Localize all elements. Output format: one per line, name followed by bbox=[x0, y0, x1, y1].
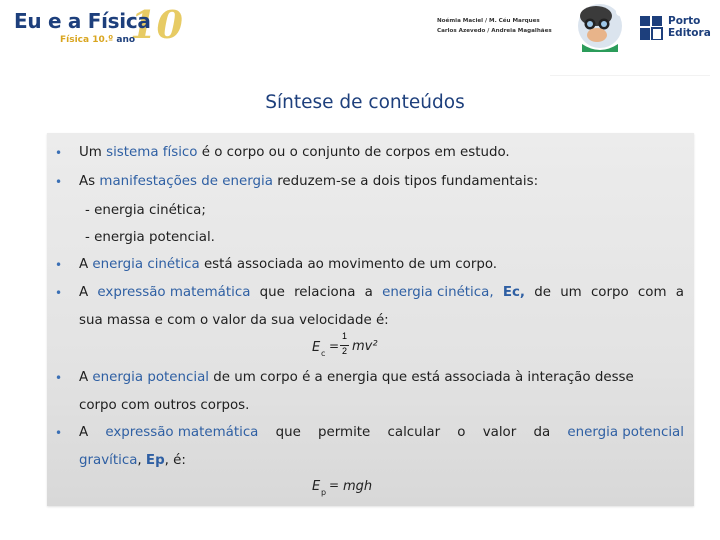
highlight-term: energia potencial bbox=[92, 370, 210, 385]
bullet-marker: • bbox=[55, 258, 63, 272]
sub-item-potencial: - energia potencial. bbox=[85, 230, 215, 245]
porto-editora-logo-icon bbox=[640, 16, 664, 40]
bullet-expressao-potencial: A expressão matemática que permite calcular o valor da energia potencial bbox=[79, 425, 684, 440]
highlight-symbol: Ec, bbox=[502, 285, 525, 300]
publisher-line-1: Porto bbox=[668, 15, 701, 27]
highlight-term: energia cinética bbox=[92, 257, 200, 272]
publisher-line-2: Editora bbox=[668, 27, 711, 39]
authors-line-2: Carlos Azevedo / Andreia Magalhães bbox=[437, 28, 552, 34]
bullet-energia-cinetica: A energia cinética está associada ao movimento de um corpo. bbox=[79, 257, 498, 272]
sub-item-cinetica: - energia cinética; bbox=[85, 203, 206, 218]
formula-potential-energy: E p = mgh bbox=[312, 478, 373, 497]
logo-number: 10 bbox=[130, 2, 183, 47]
bullet-sistema-fisico: Um sistema físico é o corpo ou o conjunto de corpos em estudo. bbox=[79, 145, 510, 160]
highlight-term: energia potencial bbox=[567, 425, 684, 440]
authors-line-1: Noémia Maciel / M. Céu Marques bbox=[437, 18, 540, 24]
bullet-manifestacoes: As manifestações de energia reduzem-se a dois tipos fundamentais: bbox=[79, 174, 539, 189]
logo bbox=[14, 2, 183, 52]
highlight-term: expressão matemática bbox=[105, 425, 259, 440]
highlight-term: expressão matemática bbox=[97, 285, 251, 300]
highlight-term: sistema físico bbox=[106, 145, 198, 160]
bullet-energia-potencial: A energia potencial de um corpo é a energia que está associada à interação desse bbox=[79, 370, 634, 385]
bullet-expressao-cinetica: A expressão matemática que relaciona a energia cinética, Ec, de um corpo com a bbox=[79, 285, 684, 300]
publisher-logo bbox=[640, 14, 714, 42]
formula-kinetic-energy: E c = 1 2 mv² bbox=[312, 331, 378, 358]
scientist-mascot-icon bbox=[566, 2, 634, 52]
logo-title: Eu e a Física bbox=[14, 9, 151, 33]
bullet-marker: • bbox=[55, 146, 63, 160]
highlight-term: manifestações de energia bbox=[99, 174, 273, 189]
bullet-energia-potencial-line2: corpo com outros corpos. bbox=[79, 398, 250, 413]
content-panel bbox=[47, 133, 694, 506]
authors bbox=[437, 16, 552, 36]
bullet-marker: • bbox=[55, 371, 63, 385]
divider bbox=[550, 75, 710, 76]
logo-subtitle: Física 10.º ano bbox=[60, 35, 136, 45]
bullet-marker: • bbox=[55, 286, 63, 300]
bullet-expressao-cinetica-line2: sua massa e com o valor da sua velocidade é: bbox=[79, 313, 389, 328]
highlight-term: energia cinética, bbox=[382, 285, 494, 300]
bullet-marker: • bbox=[55, 175, 63, 189]
highlight-term: gravítica bbox=[79, 453, 138, 468]
bullet-expressao-potencial-line2: gravítica, Ep, é: bbox=[79, 453, 186, 468]
bullet-marker: • bbox=[55, 426, 63, 440]
page-title: Síntese de conteúdos bbox=[265, 92, 465, 113]
highlight-symbol: Ep bbox=[145, 453, 165, 468]
